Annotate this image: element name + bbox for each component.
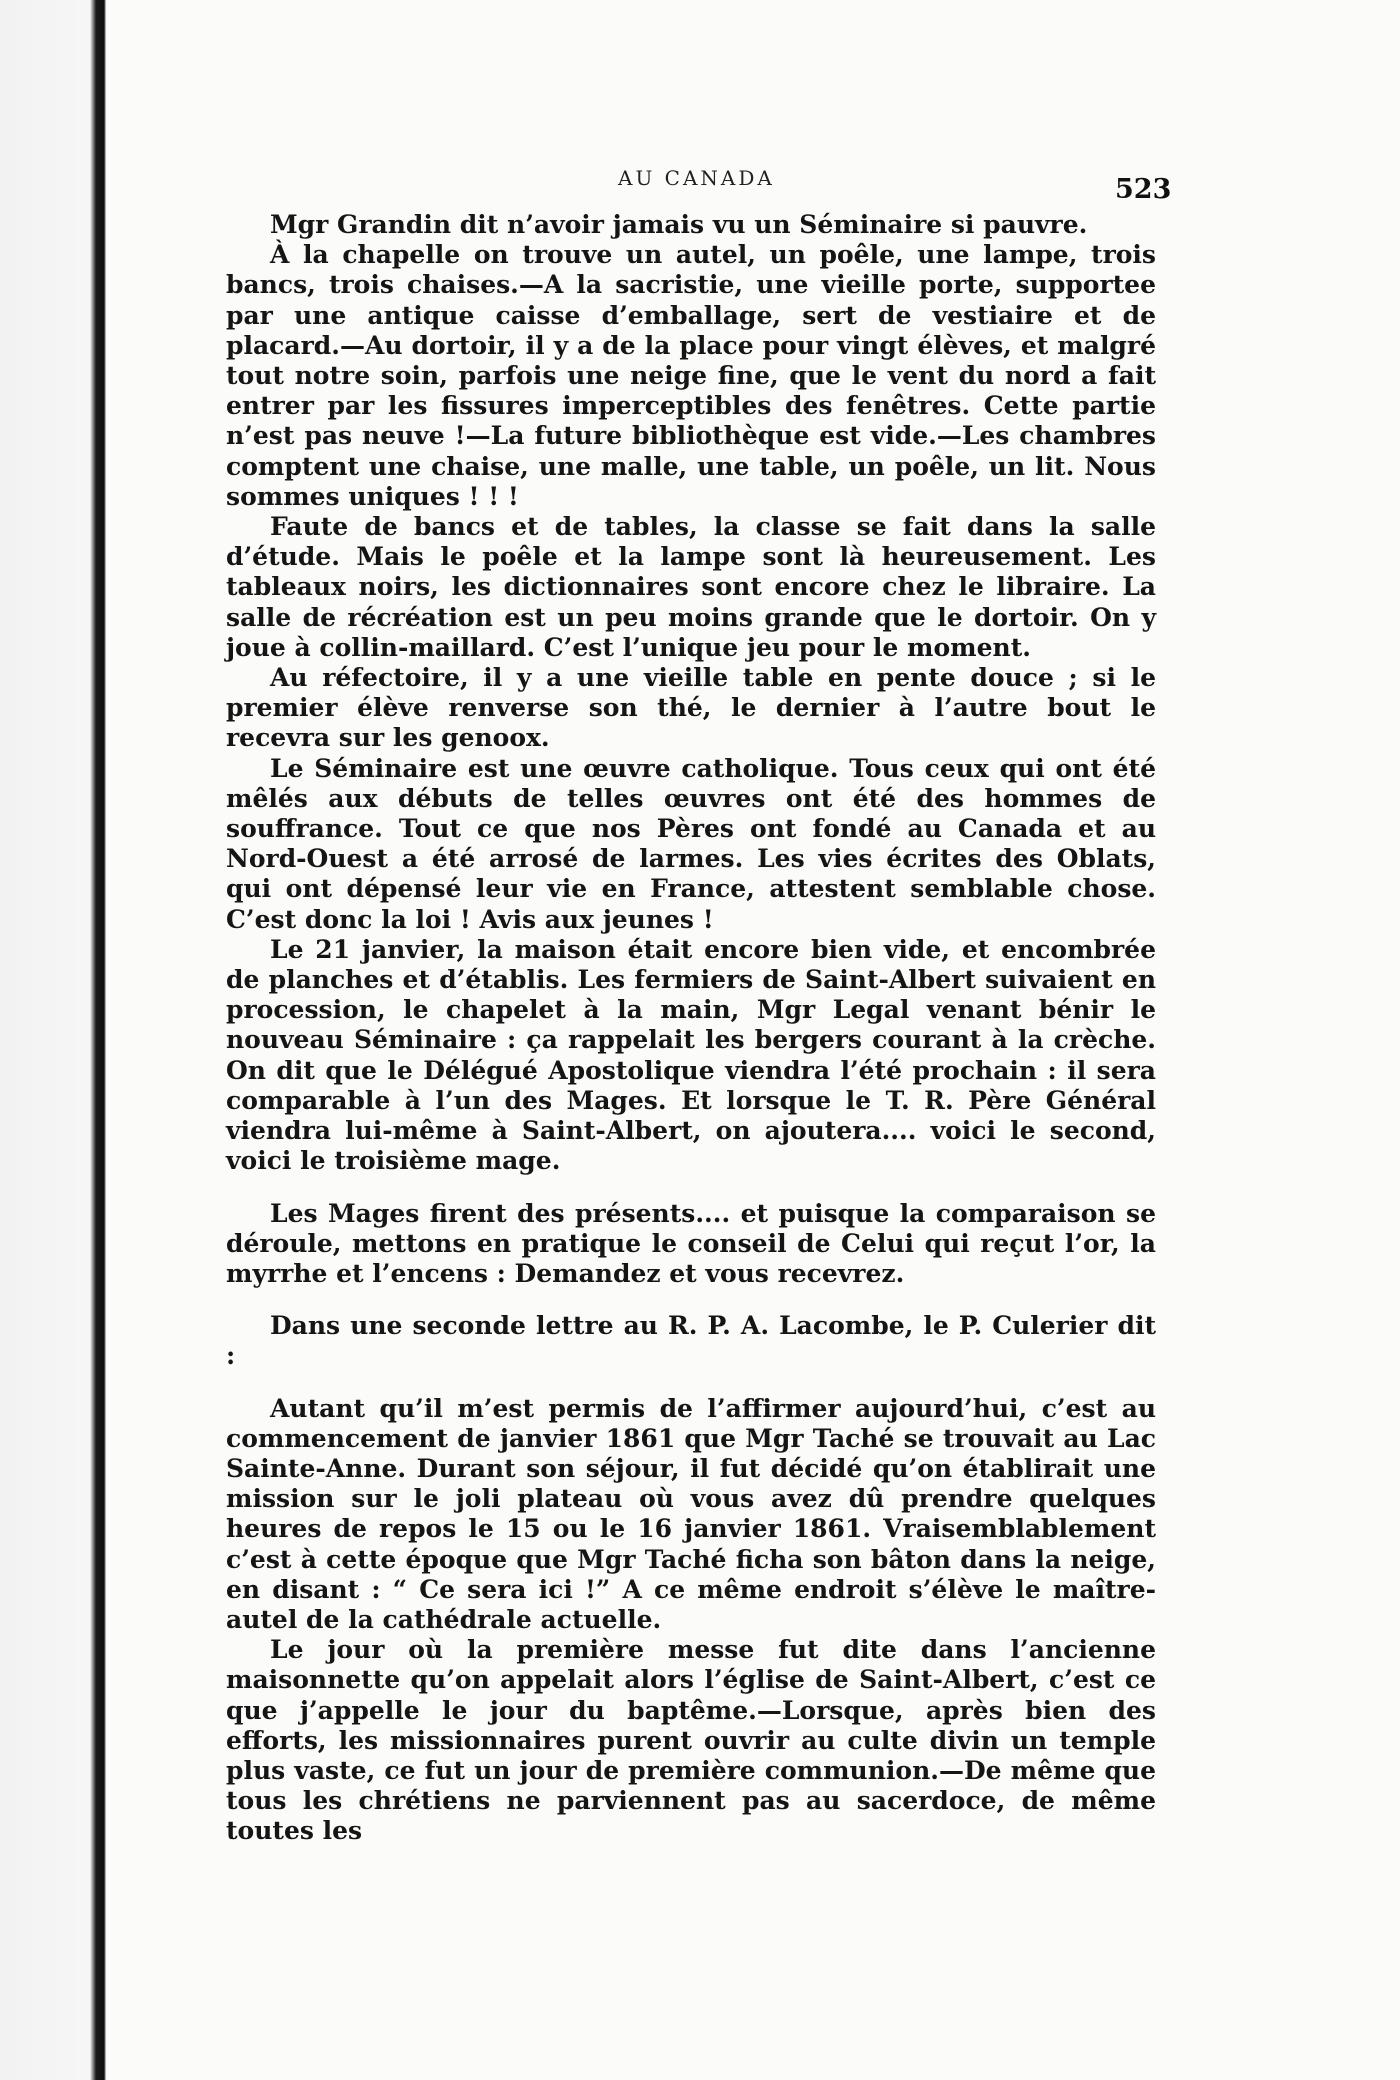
paragraph-spacer xyxy=(226,1372,1156,1394)
page-number: 523 xyxy=(1115,174,1172,205)
paragraph: Le 21 janvier, la maison était encore bien vide, et encombrée de planches et d’établis. Les fermiers de Saint-Albert suivaient en procession, le chapelet à la main, Mgr Legal venant bénir le nouveau Séminaire : ça rappelait les bergers courant à la crèche. On dit que le Délégué Apostolique viendra l’été prochain : il sera comparable à l’un des Mages. Et lorsque le T. R. Père Général viendra lui-même à Saint-Albert, on ajoutera.... voici le second, voici le troisième mage. xyxy=(226,934,1156,1176)
running-title: AU CANADA xyxy=(618,166,775,190)
paragraph: Le Séminaire est une œuvre catholique. Tous ceux qui ont été mêlés aux débuts de telles œuvres ont été des hommes de souffrance. Tout ce que nos Pères ont fondé au Canada et au Nord-Ouest a été arrosé de larmes. Les vies écrites des Oblats, qui ont dépensé leur vie en France, attestent semblable chose. C’est donc la loi ! Avis aux jeunes ! xyxy=(226,753,1156,934)
paragraph: Les Mages firent des présents.... et puisque la comparaison se déroule, mettons en pratique le conseil de Celui qui reçut l’or, la myrrhe et l’encens : Demandez et vous recevrez. xyxy=(226,1198,1156,1288)
paragraph-spacer xyxy=(226,1289,1156,1311)
book-binding-edge xyxy=(0,0,106,2080)
quoted-paragraph: Autant qu’il m’est permis de l’affirmer aujourd’hui, c’est au commencement de janvier 1861 que Mgr Taché se trouvait au Lac Sainte-Anne. Durant son séjour, il fut décidé qu’on établirait une mission sur le joli plateau où vous avez dû prendre quelques heures de repos le 15 ou le 16 janvier 1861. Vraisemblablement c’est à cette époque que Mgr Taché ficha son bâton dans la neige, en disant : “ Ce sera ici !” A ce même endroit s’élève le maître-autel de la cathédrale actuelle. xyxy=(226,1393,1156,1634)
paragraph: Dans une seconde lettre au R. P. A. Lacombe, le P. Culerier dit : xyxy=(226,1311,1156,1371)
paragraph: Au réfectoire, il y a une vieille table en pente douce ; si le premier élève renverse son thé, le dernier à l’autre bout le recevra sur les genoox. xyxy=(226,663,1156,753)
page-body-text xyxy=(226,210,1156,1847)
paragraph-spacer xyxy=(226,1177,1156,1199)
paragraph: Faute de bancs et de tables, la classe se fait dans la salle d’étude. Mais le poêle et la lampe sont là heureusement. Les tableaux noirs, les dictionnaires sont encore chez le libraire. La salle de récréation est un peu moins grande que le dortoir. On y joue à collin-maillard. C’est l’unique jeu pour le moment. xyxy=(226,512,1156,662)
paragraph: À la chapelle on trouve un autel, un poêle, une lampe, trois bancs, trois chaises.—A la sacristie, une vieille porte, supportee par une antique caisse d’emballage, sert de vestiaire et de placard.—Au dortoir, il y a de la place pour vingt élèves, et malgré tout notre soin, parfois une neige fine, que le vent du nord a fait entrer par les fissures imperceptibles des fenêtres. Cette partie n’est pas neuve !—La future bibliothèque est vide.—Les chambres comptent une chaise, une malle, une table, un poêle, un lit. Nous sommes uniques ! ! ! xyxy=(226,240,1156,511)
paragraph: Mgr Grandin dit n’avoir jamais vu un Séminaire si pauvre. xyxy=(270,210,1088,239)
quoted-paragraph: Le jour où la première messe fut dite dans l’ancienne maisonnette qu’on appelait alors l’église de Saint-Albert, c’est ce que j’appelle le jour du baptême.—Lorsque, après bien des efforts, les missionnaires purent ouvrir au culte divin un temple plus vaste, ce fut un jour de première communion.—De même que tous les chrétiens ne parviennent pas au sacerdoce, de même toutes les xyxy=(226,1635,1156,1846)
